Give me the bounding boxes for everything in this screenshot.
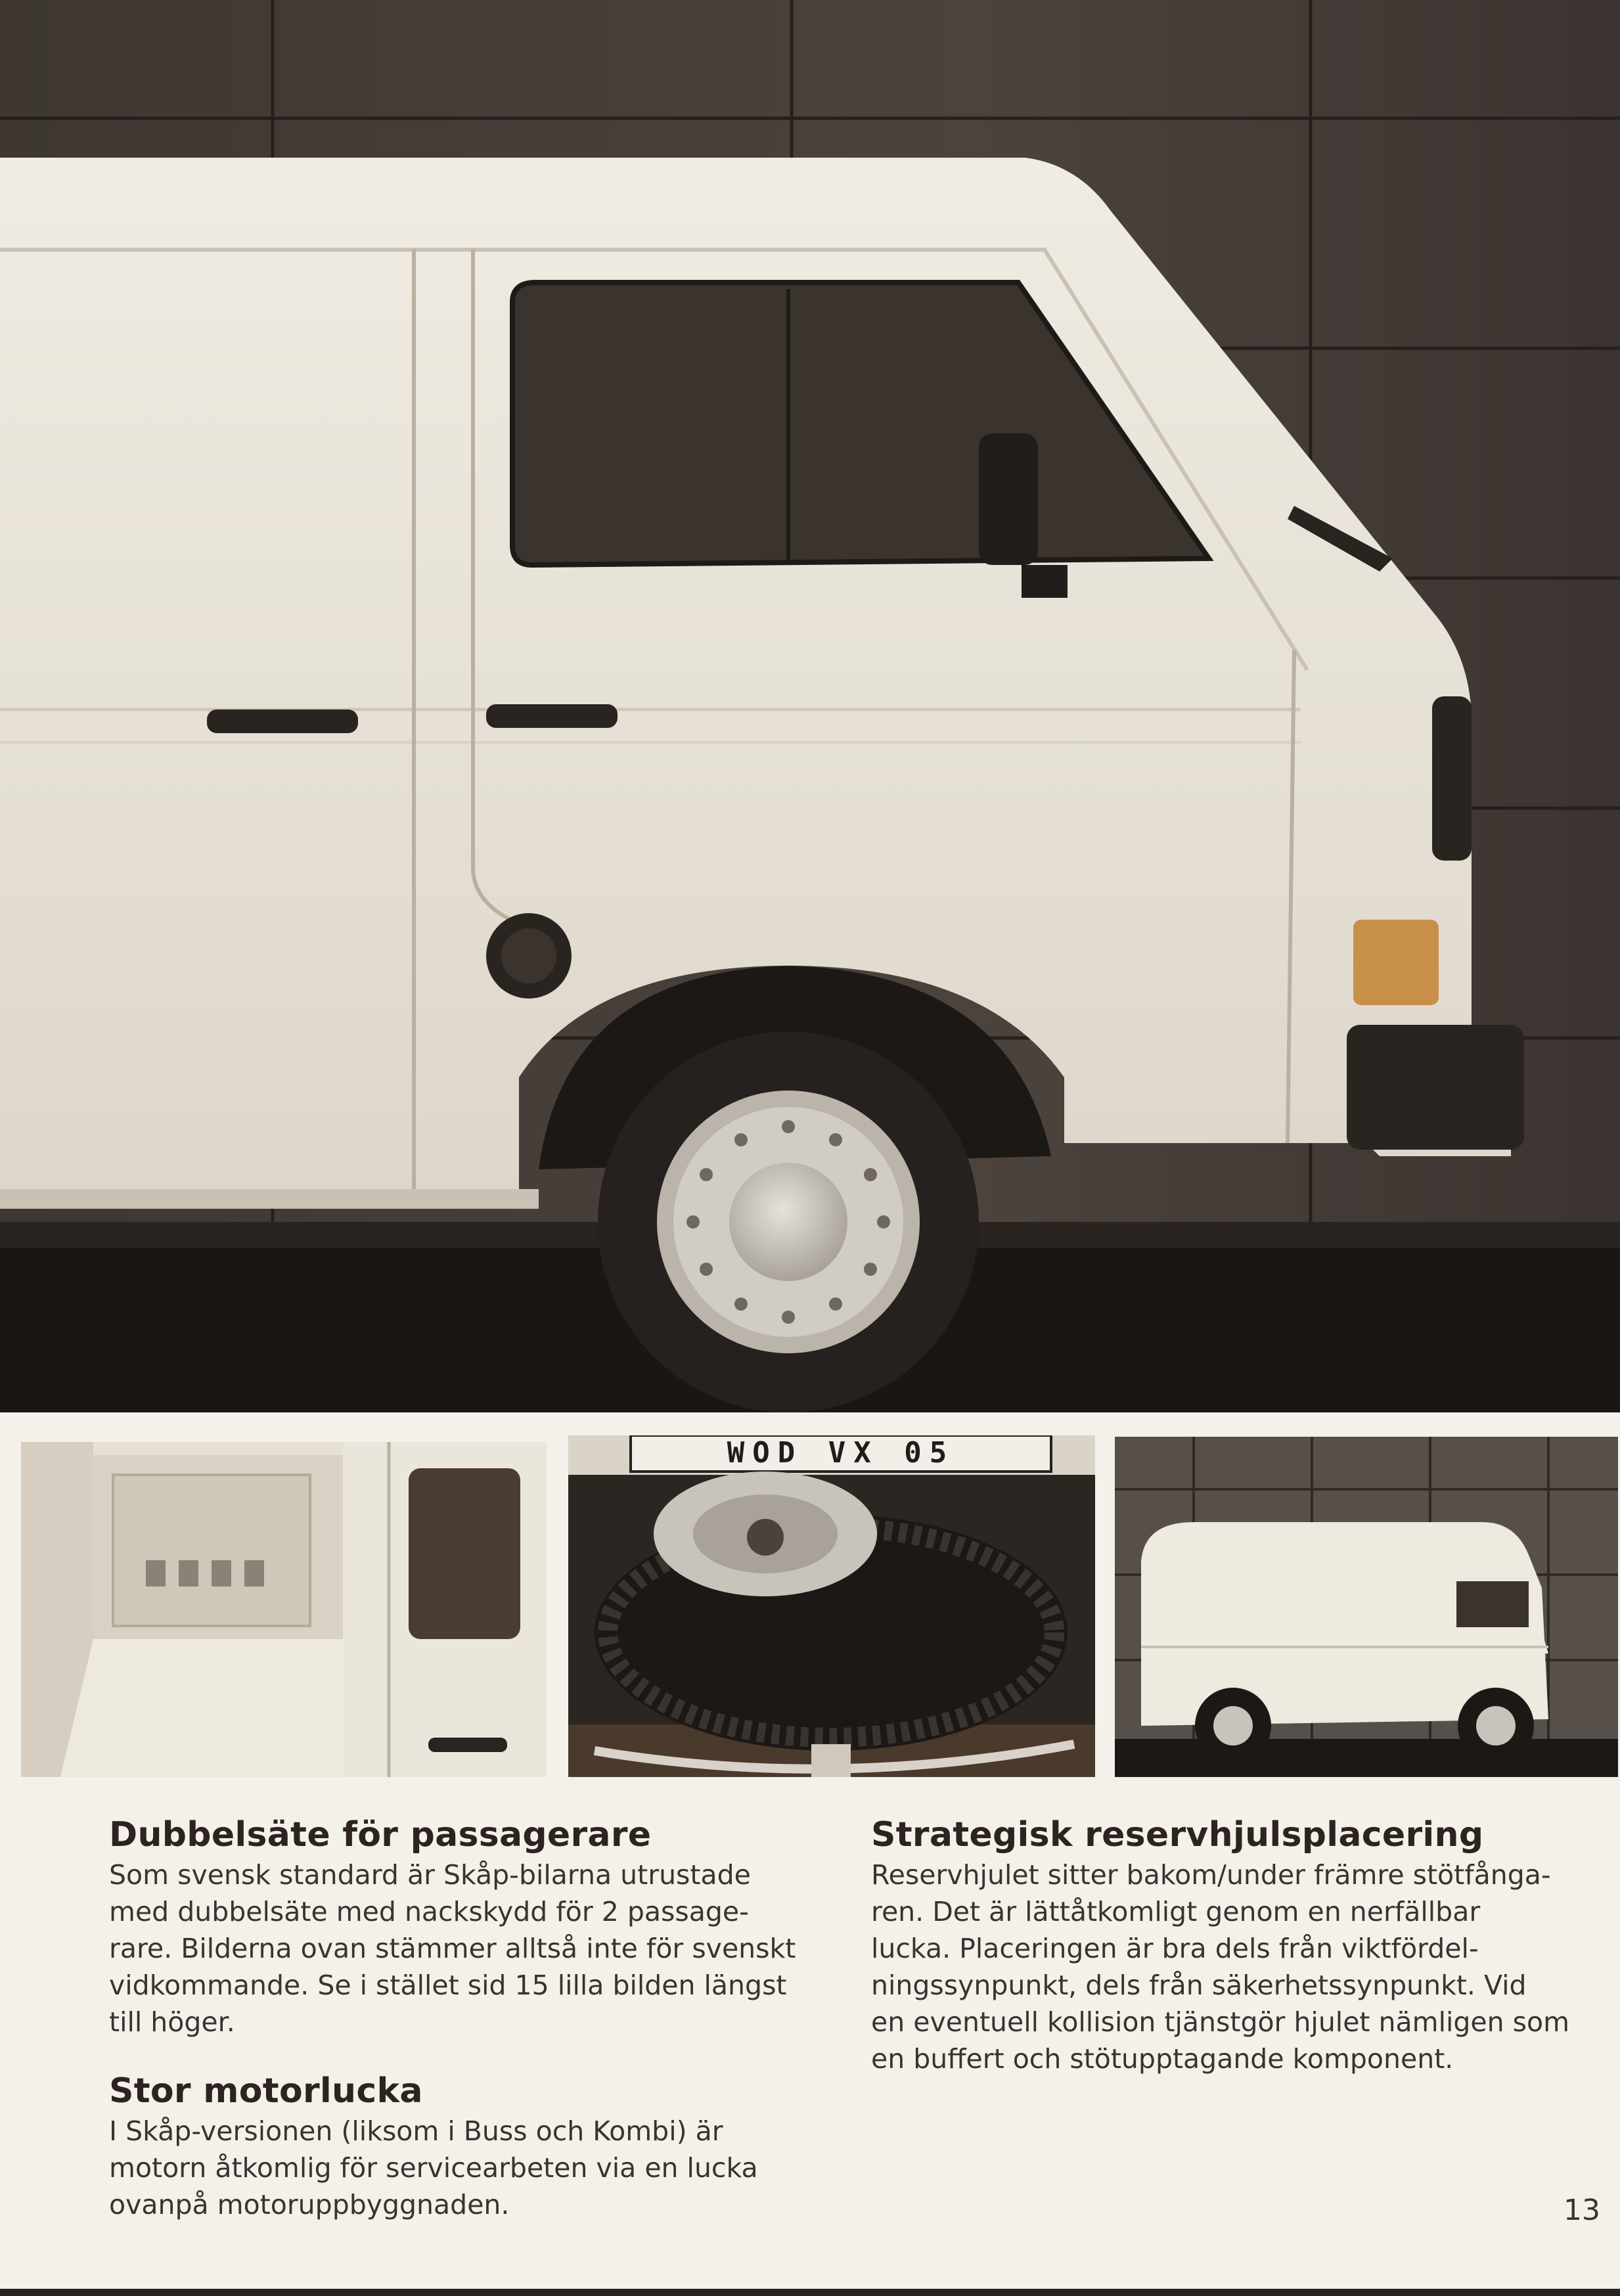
- heading-reservhjul: Strategisk reservhjulsplacering: [871, 1815, 1484, 1855]
- page-number: 13: [1564, 2194, 1600, 2227]
- paragraph-reservhjul: Reservhjulet sitter bakom/under främre stötfånga- ren. Det är lättåtkomligt genom en nerfällbar lucka. Placeringen är bra dels från viktfördel- ningssynpunkt, dels från säkerhetssynpunkt. Vid en eventuell kollision tjänstgör hjulet nämligen som en buffert och stötupptagande komponent.: [871, 1859, 1570, 2075]
- paragraph-motorlucka: I Skåp-versionen (liksom i Buss och Kombi) är motorn åtkomlig för servicearbeten via en lucka ovanpå motoruppbyggnaden.: [109, 2115, 758, 2220]
- heading-motorlucka: Stor motorlucka: [109, 2071, 423, 2111]
- spare-wheel-photo: [568, 1435, 1095, 1777]
- heading-dubbelsate: Dubbelsäte för passagerare: [109, 1815, 652, 1855]
- bottom-edge-bar: [0, 2289, 1620, 2296]
- right-text-column: [871, 1813, 1594, 2077]
- high-roof-van-photo: [1115, 1437, 1618, 1777]
- cargo-interior-photo: [21, 1442, 547, 1777]
- license-plate-text: WOD VX 05: [727, 1436, 955, 1470]
- paragraph-dubbelsate: Som svensk standard är Skåp-bilarna utrustade med dubbelsäte med nackskydd för 2 passage- rare. Bilderna ovan stämmer alltså inte för svenskt vidkommande. Se i stället sid 15 lilla bilden längst till höger.: [109, 1859, 796, 2038]
- left-text-column: [109, 1813, 819, 2223]
